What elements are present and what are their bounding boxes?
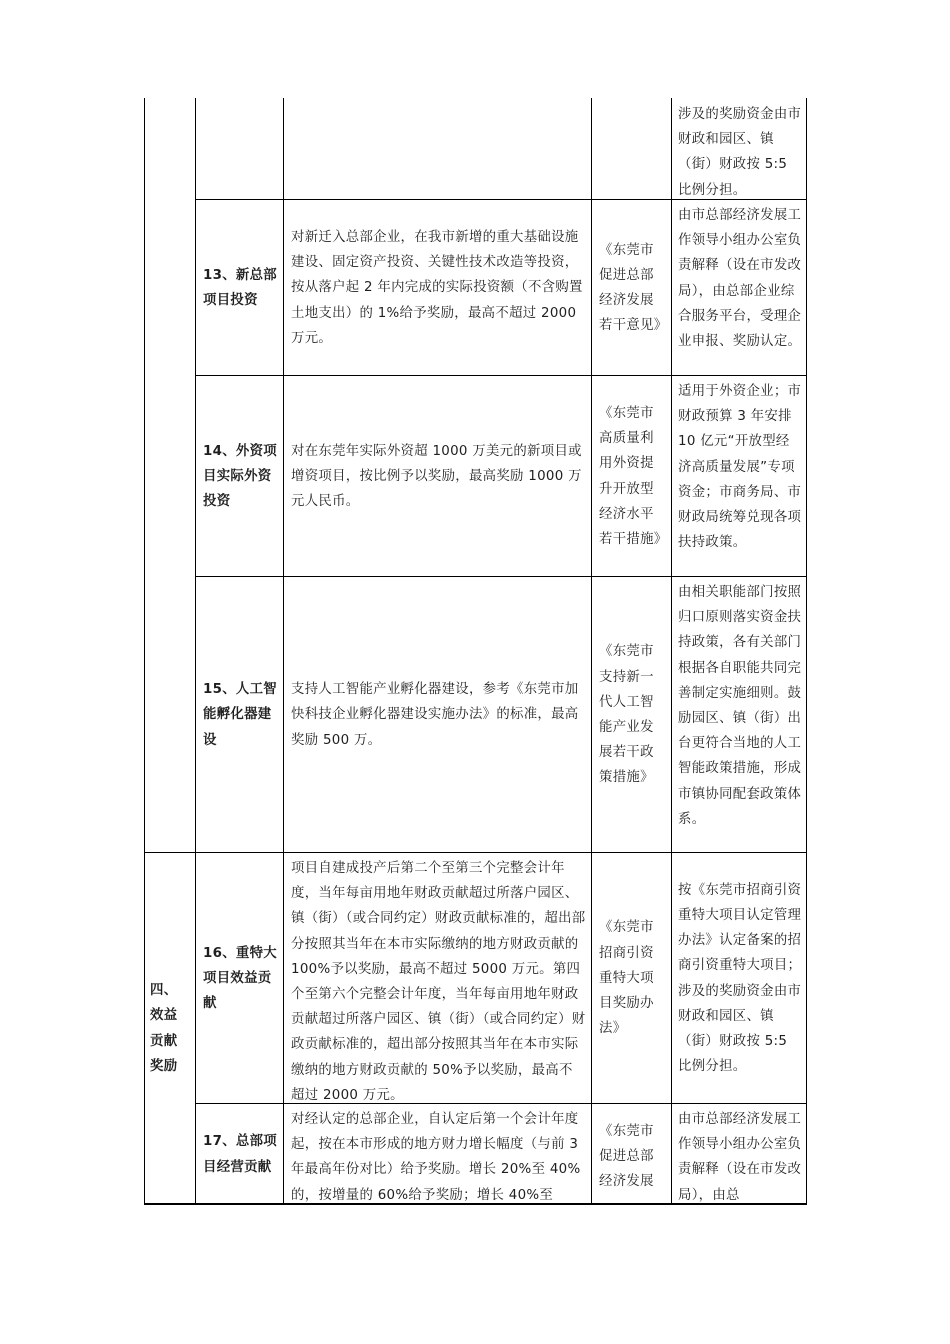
row0-note-cell bbox=[678, 102, 802, 198]
row16-policy: 《东莞市招商引资重特大项目奖励办法》 bbox=[599, 920, 654, 1037]
table-divider-col2 bbox=[283, 98, 284, 1205]
row15-item: 15、人工智能孵化器建设 bbox=[203, 682, 277, 748]
row15-content: 支持人工智能产业孵化器建设，参考《东莞市加快科技企业孵化器建设实施办法》的标准，最高奖励 500 万。 bbox=[291, 682, 579, 748]
row-divider-14 bbox=[195, 375, 807, 376]
row14-policy-cell bbox=[599, 379, 667, 574]
row14-note: 适用于外资企业；市财政预算 3 年安排 10 亿元“开放型经济高质量发展”专项资金；市商务局、市财政局统筹兑现各项扶持政策。 bbox=[678, 384, 802, 551]
row15-note-cell bbox=[678, 580, 802, 850]
row15-policy: 《东莞市支持新一代人工智能产业发展若干政策措施》 bbox=[599, 644, 654, 786]
row15-content-cell bbox=[291, 580, 586, 850]
table-border-right bbox=[806, 98, 807, 1205]
row16-content-cell bbox=[291, 856, 586, 1101]
row13-note: 由市总部经济发展工作领导小组办公室负责解释（设在市发改局），由总部企业综合服务平台，受理企业申报、奖励认定。 bbox=[678, 208, 802, 350]
row16-policy-cell bbox=[599, 856, 667, 1101]
row17-item-cell bbox=[203, 1107, 279, 1202]
row17-content-cell bbox=[291, 1107, 586, 1202]
row14-content: 对在东莞年实际外资超 1000 万美元的新项目或增资项目，按比例予以奖励，最高奖励 1000 万元人民币。 bbox=[291, 443, 582, 510]
row13-item: 13、新总部项目投资 bbox=[203, 267, 277, 308]
row14-item: 14、外资项目实际外资投资 bbox=[203, 443, 277, 510]
table-divider-col4 bbox=[671, 98, 672, 1205]
row0-note: 涉及的奖励资金由市财政和园区、镇（街）财政按 5:5 比例分担。 bbox=[678, 107, 802, 198]
row13-content-cell bbox=[291, 203, 586, 373]
row15-policy-cell bbox=[599, 580, 667, 850]
row13-note-cell bbox=[678, 203, 802, 373]
row16-item-cell bbox=[203, 856, 279, 1101]
row14-note-cell bbox=[678, 379, 802, 574]
row16-content: 项目自建成投产后第二个至第三个完整会计年度，当年每亩用地年财政贡献超过所落户园区、镇（街）（或合同约定）财政贡献标准的，超出部分按照其当年在本市实际缴纳的地方财政贡献的 100%予以奖励，最高不超过 5000 万元。第四个至第六个完整会计年度，当年每亩用地年财政贡献超过所落户园区、镇（街）（或合同约定）财政贡献标准的，超出部分按照其当年在本市实际缴纳的地方财政贡献的 50%予以奖励，最高不超过 2000 万元。 bbox=[291, 861, 586, 1103]
row17-policy-cell bbox=[599, 1119, 667, 1202]
row-divider-16 bbox=[144, 852, 807, 853]
row16-note: 按《东莞市招商引资重特大项目认定管理办法》认定备案的招商引资重特大项目；涉及的奖励资金由市财政和园区、镇（街）财政按 5:5 比例分担。 bbox=[678, 882, 802, 1075]
row14-item-cell bbox=[203, 379, 279, 574]
row17-note: 由市总部经济发展工作领导小组办公室负责解释（设在市发改局），由总 bbox=[678, 1112, 802, 1202]
row14-policy: 《东莞市高质量利用外资提升开放型经济水平若干措施》 bbox=[599, 405, 668, 547]
row14-content-cell bbox=[291, 379, 586, 574]
section4-category-cell bbox=[150, 856, 190, 1201]
row13-policy-cell bbox=[599, 203, 667, 373]
section4-category: 四、效益贡献奖励 bbox=[150, 983, 178, 1074]
row13-item-cell bbox=[203, 203, 279, 373]
table-border-bottom bbox=[144, 1203, 807, 1205]
row17-content: 对经认定的总部企业，自认定后第一个会计年度起，按在本市形成的地方财力增长幅度（与前 3 年最高年份对比）给予奖励。增长 20%至 40%的，按增量的 60%给予奖励；增长 40%至 bbox=[291, 1112, 581, 1202]
row17-item: 17、总部项目经营贡献 bbox=[203, 1134, 277, 1175]
row15-item-cell bbox=[203, 580, 279, 850]
table-divider-col1 bbox=[195, 98, 196, 1205]
table-divider-col3 bbox=[591, 98, 592, 1205]
row-divider-15 bbox=[195, 576, 807, 577]
row13-content: 对新迁入总部企业，在我市新增的重大基础设施建设、固定资产投资、关键性技术改造等投资，按从落户起 2 年内完成的实际投资额（不含购置土地支出）的 1%给予奖励，最高不超过 2000 万元。 bbox=[291, 229, 583, 346]
row16-note-cell bbox=[678, 856, 802, 1101]
row17-policy: 《东莞市促进总部经济发展 bbox=[599, 1124, 654, 1190]
row16-item: 16、重特大项目效益贡献 bbox=[203, 945, 277, 1012]
table-border-left bbox=[144, 98, 145, 1205]
row-divider-17 bbox=[195, 1103, 807, 1104]
row13-policy: 《东莞市促进总部经济发展若干意见》 bbox=[599, 242, 668, 334]
row17-note-cell bbox=[678, 1107, 802, 1202]
row15-note: 由相关职能部门按照归口原则落实资金扶持政策，各有关部门根据各自职能共同完善制定实施细则。鼓励园区、镇（街）出台更符合当地的人工智能政策措施，形成市镇协同配套政策体系。 bbox=[678, 585, 802, 827]
